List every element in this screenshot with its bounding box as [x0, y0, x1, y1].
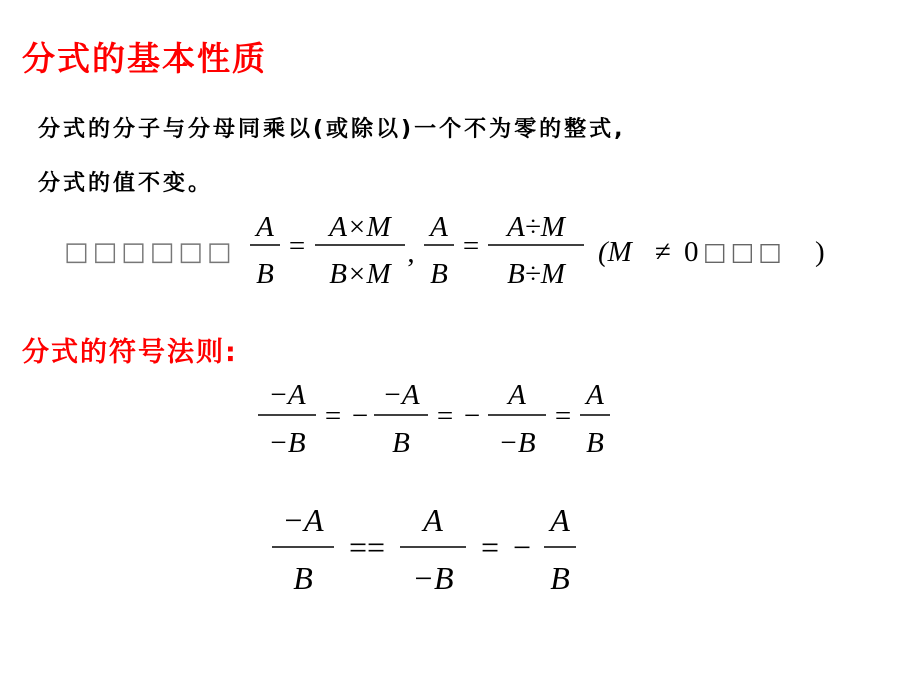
- denominator: −B: [268, 427, 306, 459]
- denominator: B÷M: [507, 258, 565, 290]
- denominator: B×M: [329, 258, 391, 290]
- denominator: B: [392, 427, 410, 459]
- equals-sign: =: [554, 400, 572, 432]
- condition-close: ): [815, 236, 825, 268]
- equals-sign: =: [324, 400, 342, 432]
- comma: ,: [407, 237, 415, 269]
- numerator: A: [430, 211, 448, 243]
- not-equal-sign: ≠: [655, 236, 671, 268]
- equals-sign: =: [480, 529, 500, 565]
- property-text-line-2: 分式的值不变。: [38, 171, 214, 196]
- numerator: −A: [382, 379, 420, 411]
- equals-sign: =: [462, 230, 480, 262]
- denominator: B: [256, 258, 274, 290]
- property-text-line-1: 分式的分子与分母同乘以(或除以)一个不为零的整式,: [38, 117, 626, 142]
- page-title: 分式的基本性质: [22, 39, 267, 78]
- denominator: B: [430, 258, 448, 290]
- denominator: B: [550, 560, 570, 596]
- condition-open: (M: [598, 236, 632, 268]
- equals-sign: =: [288, 230, 306, 262]
- denominator: B: [293, 560, 313, 596]
- numerator: A: [550, 502, 570, 538]
- numerator: −A: [268, 379, 306, 411]
- numerator: A÷M: [507, 211, 565, 243]
- denominator: B: [586, 427, 604, 459]
- minus-sign: −: [351, 400, 369, 432]
- numerator: A: [508, 379, 526, 411]
- numerator: A: [423, 502, 443, 538]
- denominator: −B: [412, 560, 454, 596]
- minus-sign: −: [463, 400, 481, 432]
- condition-zero: 0: [684, 236, 699, 268]
- denominator: −B: [498, 427, 536, 459]
- numerator: A×M: [329, 211, 391, 243]
- minus-sign: −: [512, 529, 532, 565]
- equals-sign: =: [436, 400, 454, 432]
- sign-rule-title: 分式的符号法则:: [22, 337, 238, 368]
- numerator: A: [256, 211, 274, 243]
- double-equals-sign: ==: [348, 529, 386, 565]
- numerator: A: [586, 379, 604, 411]
- missing-glyph-boxes: □□□: [703, 237, 786, 266]
- numerator: −A: [282, 502, 324, 538]
- missing-glyph-label: □□□□□□: [64, 237, 236, 267]
